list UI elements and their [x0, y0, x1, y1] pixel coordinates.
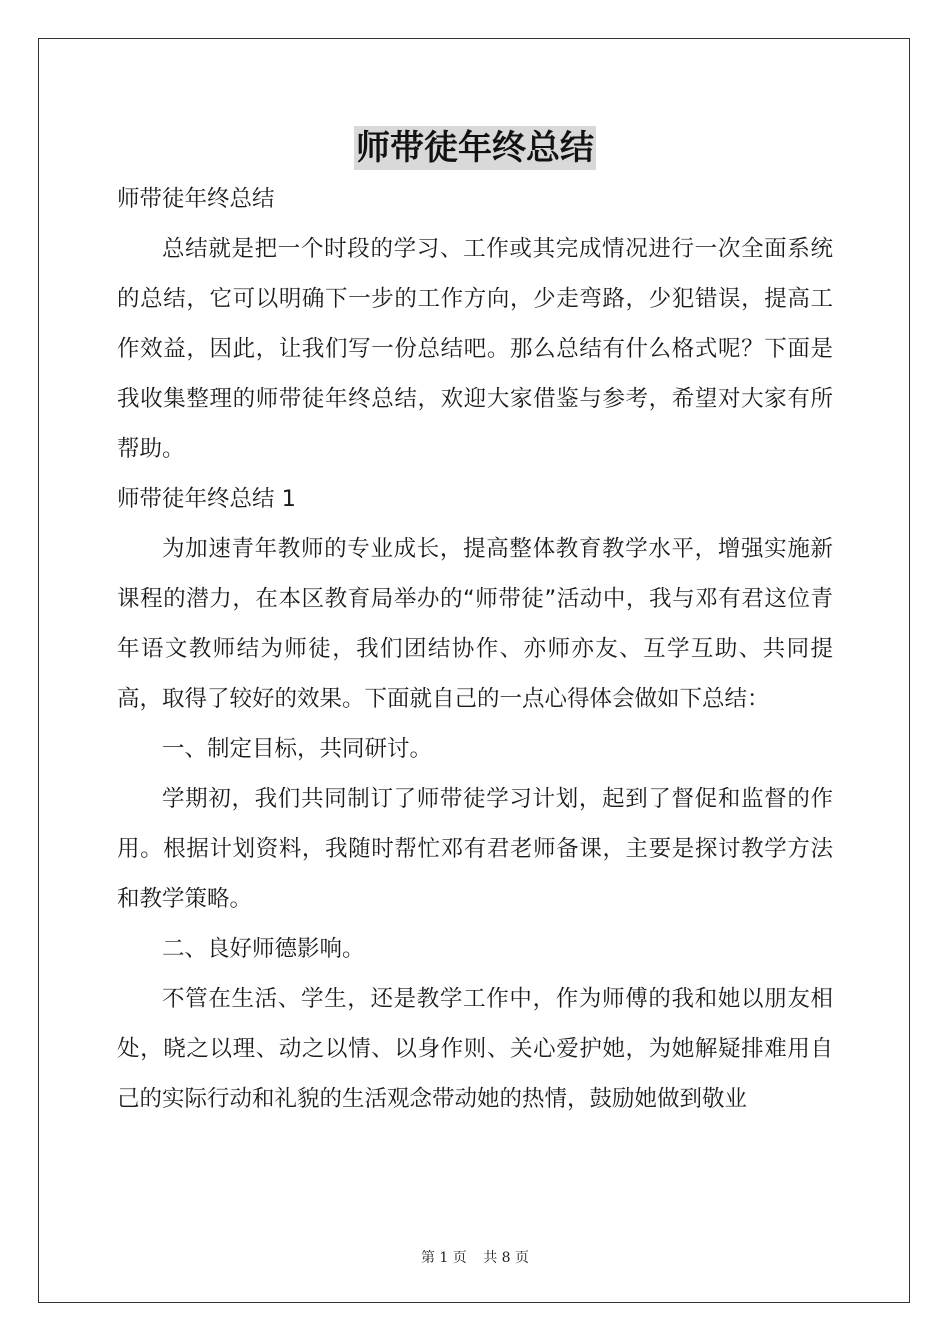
page-number: 第 1 页	[420, 1250, 467, 1266]
title-container	[0, 126, 950, 170]
paragraph-subtitle: 师带徒年终总结	[117, 186, 275, 212]
paragraph-intro: 总结就是把一个时段的学习、工作或其完成情况进行一次全面系统的总结，它可以明确下一步的工作方向，少走弯路，少犯错误，提高工作效益，因此，让我们写一份总结吧。那么总结有什么格式呢？下面是我收集整理的师带徒年终总结，欢迎大家借鉴与参考，希望对大家有所帮助。	[117, 236, 833, 462]
paragraph-point-heading: 一、制定目标，共同研讨。	[162, 736, 433, 762]
paragraph-body: 不管在生活、学生，还是教学工作中，作为师傅的我和她以朋友相处，晓之以理、动之以情、以身作则、关心爱护她，为她解疑排难用自己的实际行动和礼貌的生活观念带动她的热情，鼓励她做到敬业	[117, 986, 833, 1112]
document-title: 师带徒年终总结	[356, 128, 594, 168]
paragraph-body: 为加速青年教师的专业成长，提高整体教育教学水平，增强实施新课程的潜力，在本区教育局举办的“师带徒”活动中，我与邓有君这位青年语文教师结为师徒，我们团结协作、亦师亦友、互学互助、共同提高，取得了较好的效果。下面就自己的一点心得体会做如下总结：	[117, 536, 833, 712]
document-body	[117, 174, 833, 1124]
paragraph-point-heading: 二、良好师德影响。	[162, 936, 365, 962]
paragraph-section-heading: 师带徒年终总结 1	[117, 486, 296, 512]
page-footer	[0, 1247, 950, 1267]
paragraph-body: 学期初，我们共同制订了师带徒学习计划，起到了督促和监督的作用。根据计划资料，我随时帮忙邓有君老师备课，主要是探讨教学方法和教学策略。	[117, 786, 833, 912]
page-total: 共 8 页	[483, 1250, 530, 1266]
